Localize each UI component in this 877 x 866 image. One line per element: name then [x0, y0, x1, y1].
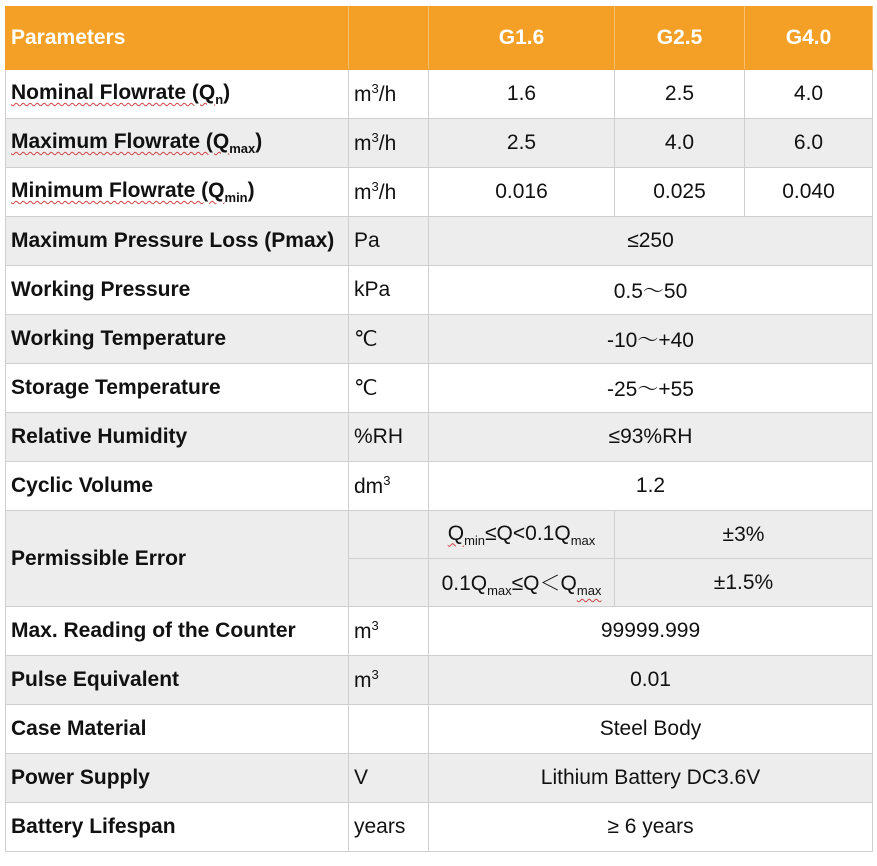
permissible-error-unit-2	[349, 559, 429, 607]
working-pressure-row	[6, 266, 873, 315]
power-supply-row	[6, 754, 873, 803]
nominal-flowrate-unit: $m^3/h$	[349, 70, 429, 119]
pressure-loss-row	[6, 217, 873, 266]
working-temperature-label: Working Temperature	[6, 315, 349, 364]
maximum-flowrate-label: Maximum Flowrate $(Q_{max})$	[6, 119, 349, 168]
nominal-flowrate-row	[6, 70, 873, 119]
relative-humidity-row	[6, 413, 873, 462]
permissible-error-unit-1	[349, 511, 429, 559]
relative-humidity-label: Relative Humidity	[6, 413, 349, 462]
max-reading-row	[6, 607, 873, 656]
working-pressure-unit: kPa	[349, 266, 429, 315]
nominal-flowrate-label: Nominal Flowrate $(Q_n)$	[6, 70, 349, 119]
permissible-error-row-1	[6, 511, 873, 559]
nominal-flowrate-g2-5: 2.5	[615, 70, 745, 119]
pulse-equivalent-unit: $m^3$	[349, 656, 429, 705]
working-temperature-row	[6, 315, 873, 364]
maximum-flowrate-g2-5: 4.0	[615, 119, 745, 168]
cyclic-volume-row	[6, 462, 873, 511]
battery-lifespan-unit: years	[349, 803, 429, 852]
power-supply-unit: V	[349, 754, 429, 803]
maximum-flowrate-unit: $m^3/h$	[349, 119, 429, 168]
storage-temperature-unit: ℃	[349, 364, 429, 413]
power-supply-label: Power Supply	[6, 754, 349, 803]
permissible-error-label: Permissible Error	[6, 511, 349, 607]
permissible-error-value-1: ±3%	[615, 511, 873, 559]
battery-lifespan-row	[6, 803, 873, 852]
storage-temperature-row	[6, 364, 873, 413]
battery-lifespan-label: Battery Lifespan	[6, 803, 349, 852]
power-supply-value: Lithium Battery DC3.6V	[429, 754, 873, 803]
case-material-unit	[349, 705, 429, 754]
case-material-label: Case Material	[6, 705, 349, 754]
minimum-flowrate-g1-6: 0.016	[429, 168, 615, 217]
header-row	[6, 7, 873, 70]
permissible-error-range-1: $Q_{min}\le Q<0.1Q_{max}$	[429, 511, 615, 559]
pressure-loss-unit: Pa	[349, 217, 429, 266]
header-model-g2-5: G2.5	[615, 7, 745, 70]
storage-temperature-label: Storage Temperature	[6, 364, 349, 413]
pulse-equivalent-label: Pulse Equivalent	[6, 656, 349, 705]
pulse-equivalent-value: 0.01	[429, 656, 873, 705]
permissible-error-range-2: $0.1Q_{max}\le Q<Q_{max}$	[429, 559, 615, 607]
nominal-flowrate-g1-6: 1.6	[429, 70, 615, 119]
minimum-flowrate-unit: $m^3/h$	[349, 168, 429, 217]
spec-table	[5, 6, 873, 852]
permissible-error-value-2: ±1.5%	[615, 559, 873, 607]
working-temperature-value: -10～+40	[429, 315, 873, 364]
header-parameters: Parameters	[6, 7, 349, 70]
pressure-loss-label: Maximum Pressure Loss (Pmax)	[6, 217, 349, 266]
cyclic-volume-unit: $dm^3$	[349, 462, 429, 511]
minimum-flowrate-g2-5: 0.025	[615, 168, 745, 217]
working-temperature-unit: ℃	[349, 315, 429, 364]
maximum-flowrate-row	[6, 119, 873, 168]
spec-table-container	[5, 6, 873, 852]
max-reading-label: Max. Reading of the Counter	[6, 607, 349, 656]
working-pressure-value: 0.5～50	[429, 266, 873, 315]
header-unit	[349, 7, 429, 70]
maximum-flowrate-g4-0: 6.0	[745, 119, 873, 168]
working-pressure-label: Working Pressure	[6, 266, 349, 315]
cyclic-volume-value: 1.2	[429, 462, 873, 511]
header-model-g1-6: G1.6	[429, 7, 615, 70]
pressure-loss-value: ≤250	[429, 217, 873, 266]
relative-humidity-value: ≤93%RH	[429, 413, 873, 462]
minimum-flowrate-row	[6, 168, 873, 217]
max-reading-unit: $m^3$	[349, 607, 429, 656]
minimum-flowrate-g4-0: 0.040	[745, 168, 873, 217]
storage-temperature-value: -25～+55	[429, 364, 873, 413]
max-reading-value: 99999.999	[429, 607, 873, 656]
case-material-value: Steel Body	[429, 705, 873, 754]
pulse-equivalent-row	[6, 656, 873, 705]
minimum-flowrate-label: Minimum Flowrate $(Q_{min})$	[6, 168, 349, 217]
nominal-flowrate-g4-0: 4.0	[745, 70, 873, 119]
relative-humidity-unit: %RH	[349, 413, 429, 462]
header-model-g4-0: G4.0	[745, 7, 873, 70]
cyclic-volume-label: Cyclic Volume	[6, 462, 349, 511]
case-material-row	[6, 705, 873, 754]
maximum-flowrate-g1-6: 2.5	[429, 119, 615, 168]
battery-lifespan-value: ≥ 6 years	[429, 803, 873, 852]
